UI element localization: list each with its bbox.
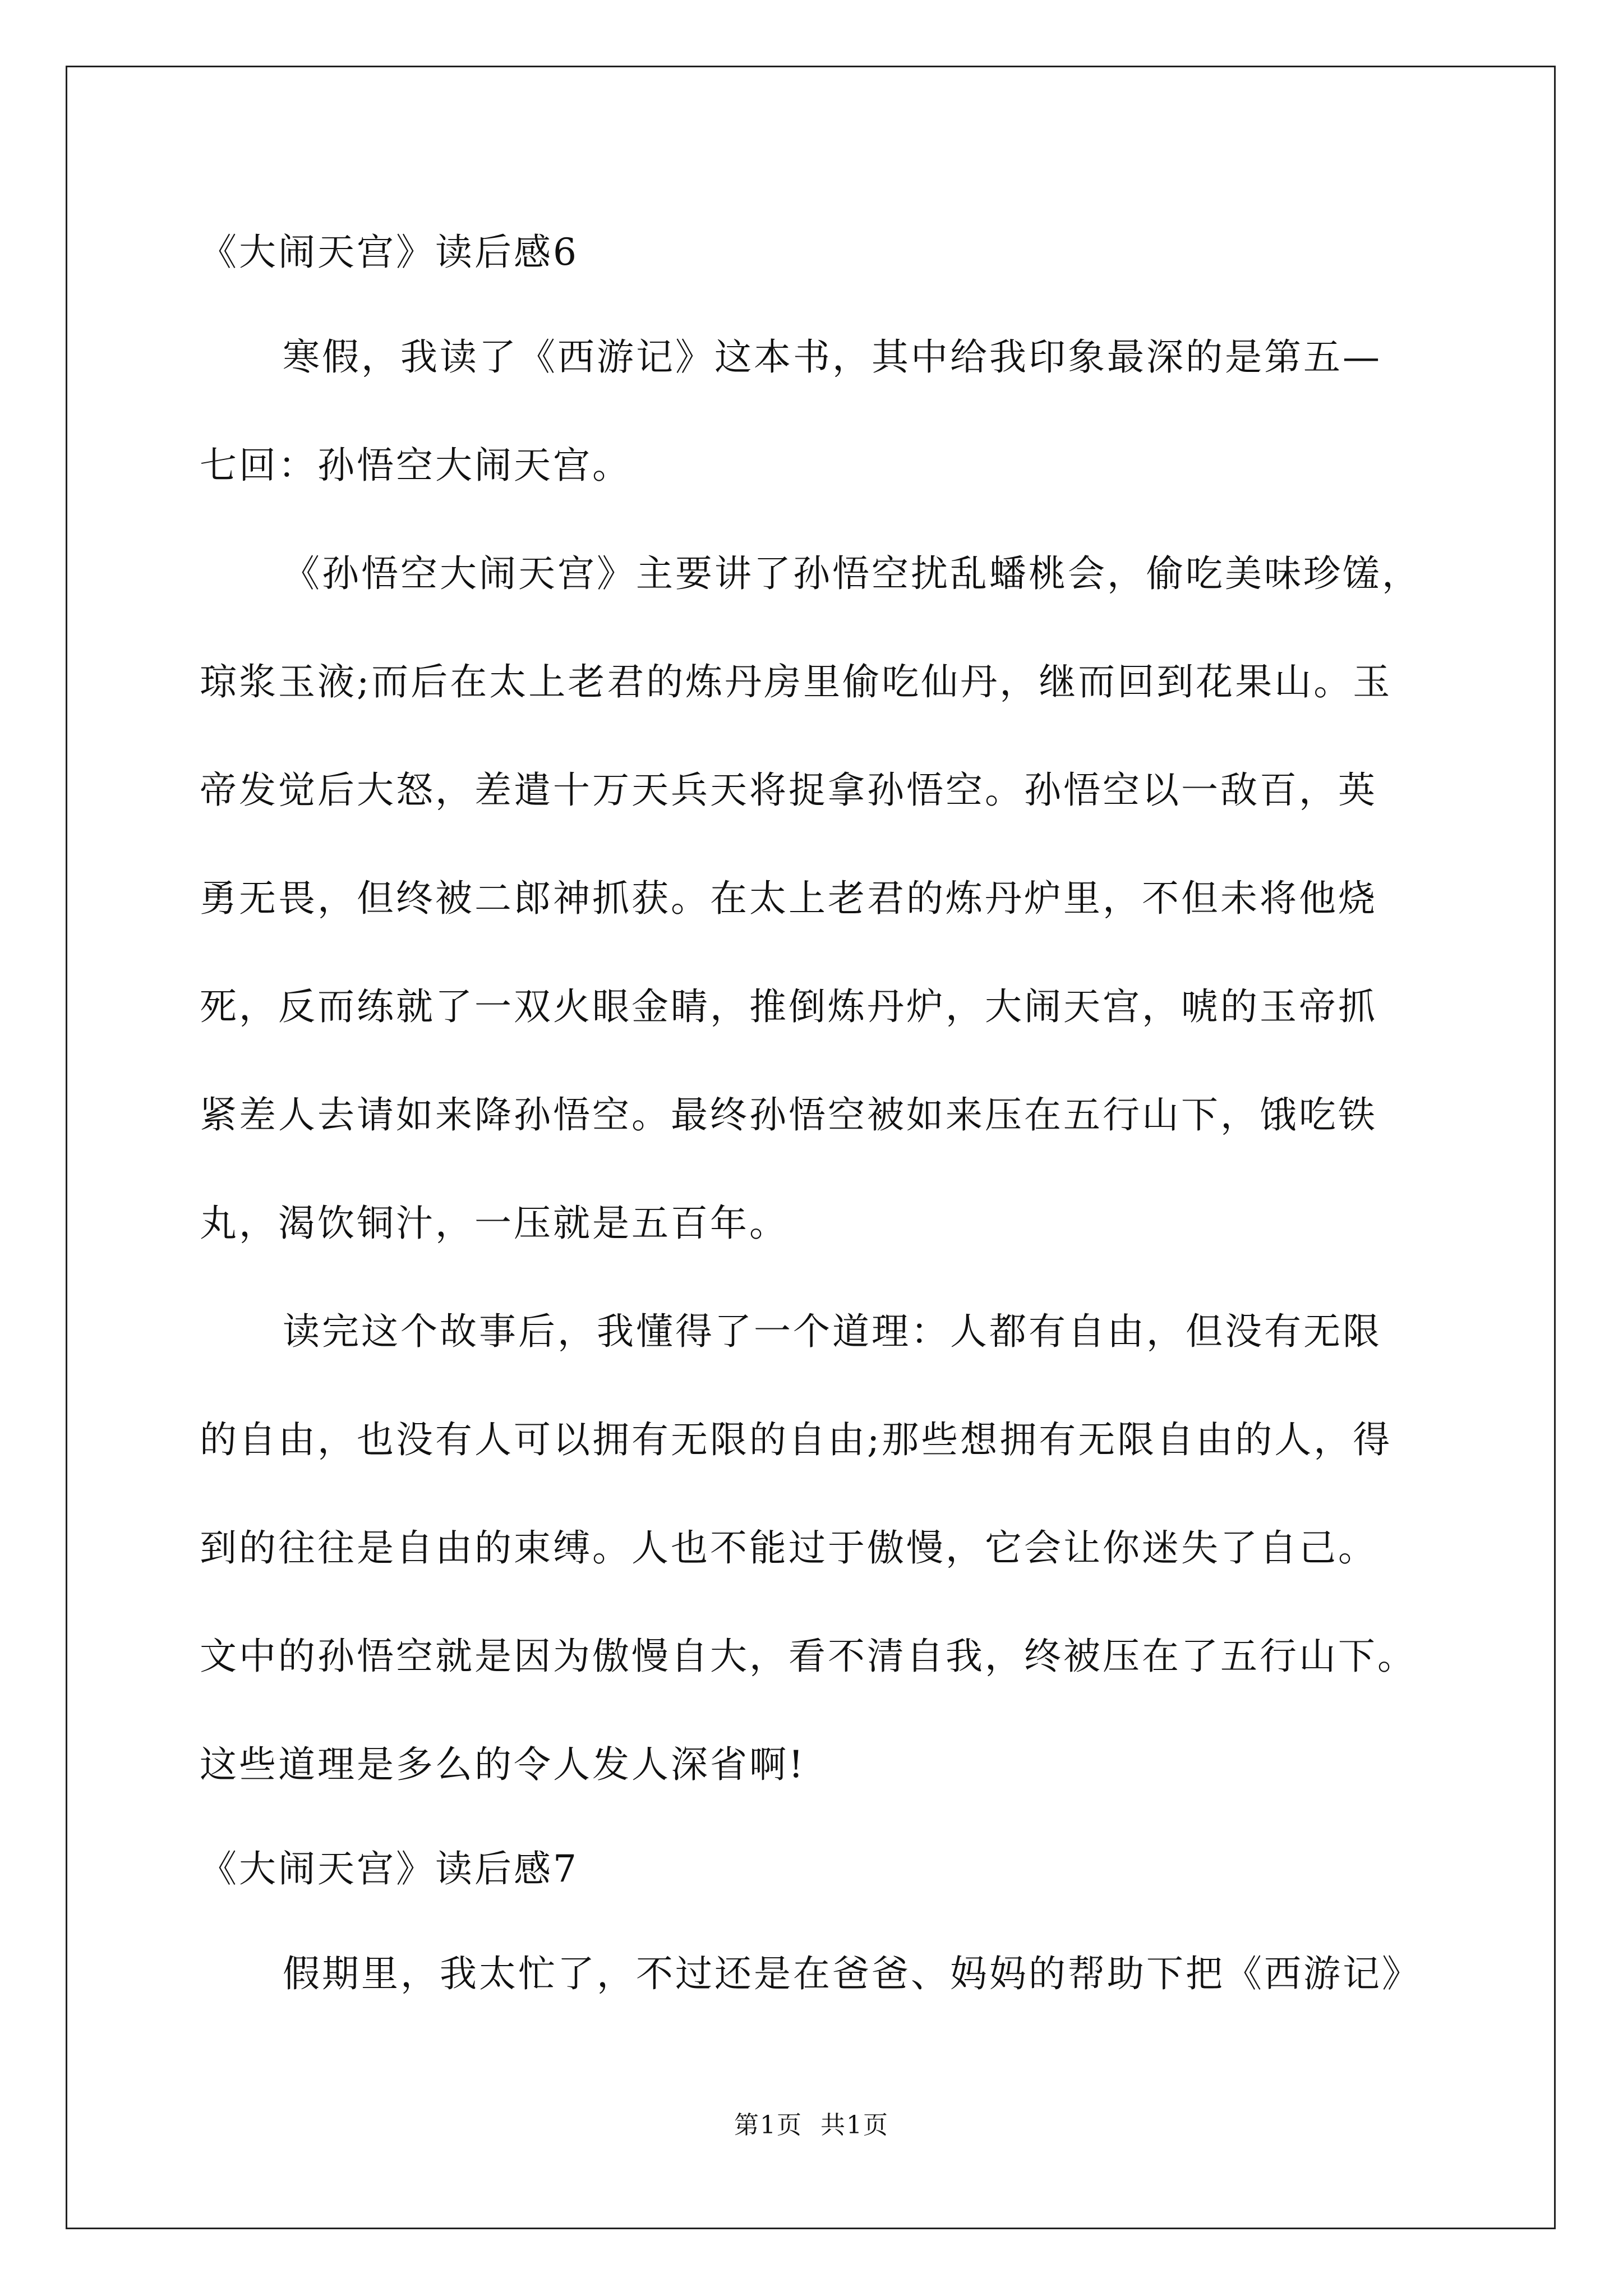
section-heading: 《大闹天宫》读后感7 bbox=[200, 1847, 579, 1890]
paragraph-line: 的自由，也没有人可以拥有无限的自由;那些想拥有无限自由的人，得 bbox=[200, 1418, 1393, 1461]
page-number: 第1页 bbox=[734, 2111, 803, 2139]
paragraph-line: 到的往往是自由的束缚。人也不能过于傲慢，它会让你迷失了自己。 bbox=[200, 1526, 1377, 1570]
paragraph-line: 七回：孙悟空大闹天宫。 bbox=[200, 444, 631, 487]
paragraph-line: 死，反而练就了一双火眼金睛，推倒炼丹炉，大闹天宫，唬的玉帝抓 bbox=[200, 985, 1377, 1028]
paragraph-line: 文中的孙悟空就是因为傲慢自大，看不清自我，终被压在了五行山下。 bbox=[200, 1635, 1417, 1678]
paragraph-line: 紧差人去请如来降孙悟空。最终孙悟空被如来压在五行山下，饿吃铁 bbox=[200, 1093, 1377, 1137]
paragraph-line: 勇无畏，但终被二郎神抓获。在太上老君的炼丹炉里，不但未将他烧 bbox=[200, 877, 1377, 920]
section-heading: 《大闹天宫》读后感6 bbox=[200, 231, 579, 274]
paragraph-line: 《孙悟空大闹天宫》主要讲了孙悟空扰乱蟠桃会，偷吃美味珍馐， bbox=[283, 552, 1421, 595]
paragraph-line: 假期里，我太忙了，不过还是在爸爸、妈妈的帮助下把《西游记》 bbox=[283, 1952, 1421, 1995]
page-footer bbox=[0, 2105, 1623, 2141]
paragraph-line: 帝发觉后大怒，差遣十万天兵天将捉拿孙悟空。孙悟空以一敌百，英 bbox=[200, 769, 1377, 812]
paragraph-line: 寒假，我读了《西游记》这本书，其中给我印象最深的是第五— bbox=[283, 335, 1382, 379]
paragraph-line: 丸，渴饮铜汁，一压就是五百年。 bbox=[200, 1202, 789, 1245]
page-total: 共1页 bbox=[820, 2111, 889, 2139]
paragraph-line: 这些道理是多么的令人发人深省啊! bbox=[200, 1743, 806, 1786]
paragraph-line: 琼浆玉液;而后在太上老君的炼丹房里偷吃仙丹，继而回到花果山。玉 bbox=[200, 660, 1393, 703]
paragraph-line: 读完这个故事后，我懂得了一个道理：人都有自由，但没有无限 bbox=[283, 1310, 1382, 1353]
document-body bbox=[200, 202, 1450, 2028]
